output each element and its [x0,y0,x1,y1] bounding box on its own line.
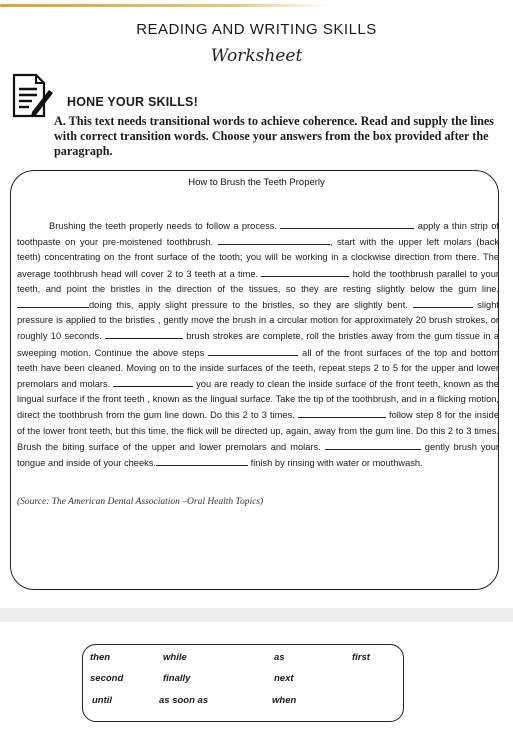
word-choice: second [90,673,124,684]
answer-blank-1[interactable] [280,218,414,229]
passage-source: (Source: The American Dental Association –Oral Health Topics) [17,497,264,507]
passage-segment: doing this, apply slight pressure to the bristles, so they are slightly bent. [89,300,408,311]
answer-blank-5[interactable] [413,297,473,308]
word-choice: as soon as [159,695,209,706]
word-choice: while [163,652,187,663]
answer-blank-2[interactable] [218,234,330,245]
passage-segment: , start with the upper left molars (back teeth) concentrating on the front surface of the tooth; you will be working in a clockwise direction from there. The average toothbrush head will cover 2 to 3 teeth at a time. [17,237,499,279]
word-choice: when [272,695,297,706]
word-choice: then [90,652,111,663]
section-heading: HONE YOUR SKILLS! [67,95,198,109]
passage-segment: all of the front surfaces of the top and bottom teeth have been cleaned. Moving on to the inside surfaces of the teeth, repeat steps 2 to 5 for the upper and lower premolars and molars. [17,347,500,390]
word-choices-box [82,644,404,722]
passage-segment: brush strokes are complete, roll the bristles away from the gum tissue in a sweeping motion. Continue the above steps [17,331,499,358]
word-choice: finally [163,673,191,684]
page-gap [0,608,513,622]
answer-blank-6[interactable] [105,328,183,339]
answer-blank-8[interactable] [113,376,193,387]
passage-segment: follow step 8 for the inside of the lower front teeth, but this time, the flick will be directed up, again, away from the gum line. Do this 2 to 3 times. Brush the biting surface of the upper and lower premolars and molars. [17,410,499,452]
answer-blank-4[interactable] [17,297,89,308]
passage-segment: finish by rinsing with water or mouthwash. [250,458,423,469]
header-accent-rule [0,4,330,7]
word-choice: first [352,652,370,663]
word-choice: next [274,673,294,684]
passage-segment: you are ready to clean the inside surface of the front teeth, known as the lingual surface if the front teeth , known as the lingual surface. Take the tip of the toothbrush, and in a flicking motion, direct the toothbrush from the gum line down. Do this 2 to 3 times. [17,379,499,421]
word-choice: as [274,652,285,663]
passage-segment: Brushing the teeth properly needs to follow a process. [49,221,278,231]
instructions-text: A. This text needs transitional words to achieve coherence. Read and supply the lines with correct transition words. Choose your answers from the box provided after the paragraph. [54,114,495,158]
word-choice: until [92,695,113,706]
passage-paragraph [17,218,499,471]
passage-segment: apply a thin strip of toothpaste on your pre-moistened toothbrush. [17,221,499,248]
passage-segment: hold the toothbrush parallel to your teeth, and point the bristles in the direction of the tissues, so they are resting slightly below the gum line. [17,268,499,294]
passage-title: How to Brush the Teeth Properly [188,177,325,188]
worksheet-subtitle: Worksheet [210,46,303,66]
answer-blank-11[interactable] [156,455,248,466]
answer-blank-3[interactable] [261,266,349,277]
answer-blank-9[interactable] [298,407,386,418]
answer-blank-10[interactable] [325,439,421,450]
document-pencil-icon [10,72,54,120]
passage-segment: gently brush your tongue and inside of your cheeks. [17,441,499,469]
passage-segment: slight pressure is applied to the bristles , gently move the brush in a circular motion for approximately 20 brush strokes, or roughly 10 seconds. [17,300,499,342]
answer-blank-7[interactable] [208,345,298,356]
worksheet-title: READING AND WRITING SKILLS [136,21,377,38]
